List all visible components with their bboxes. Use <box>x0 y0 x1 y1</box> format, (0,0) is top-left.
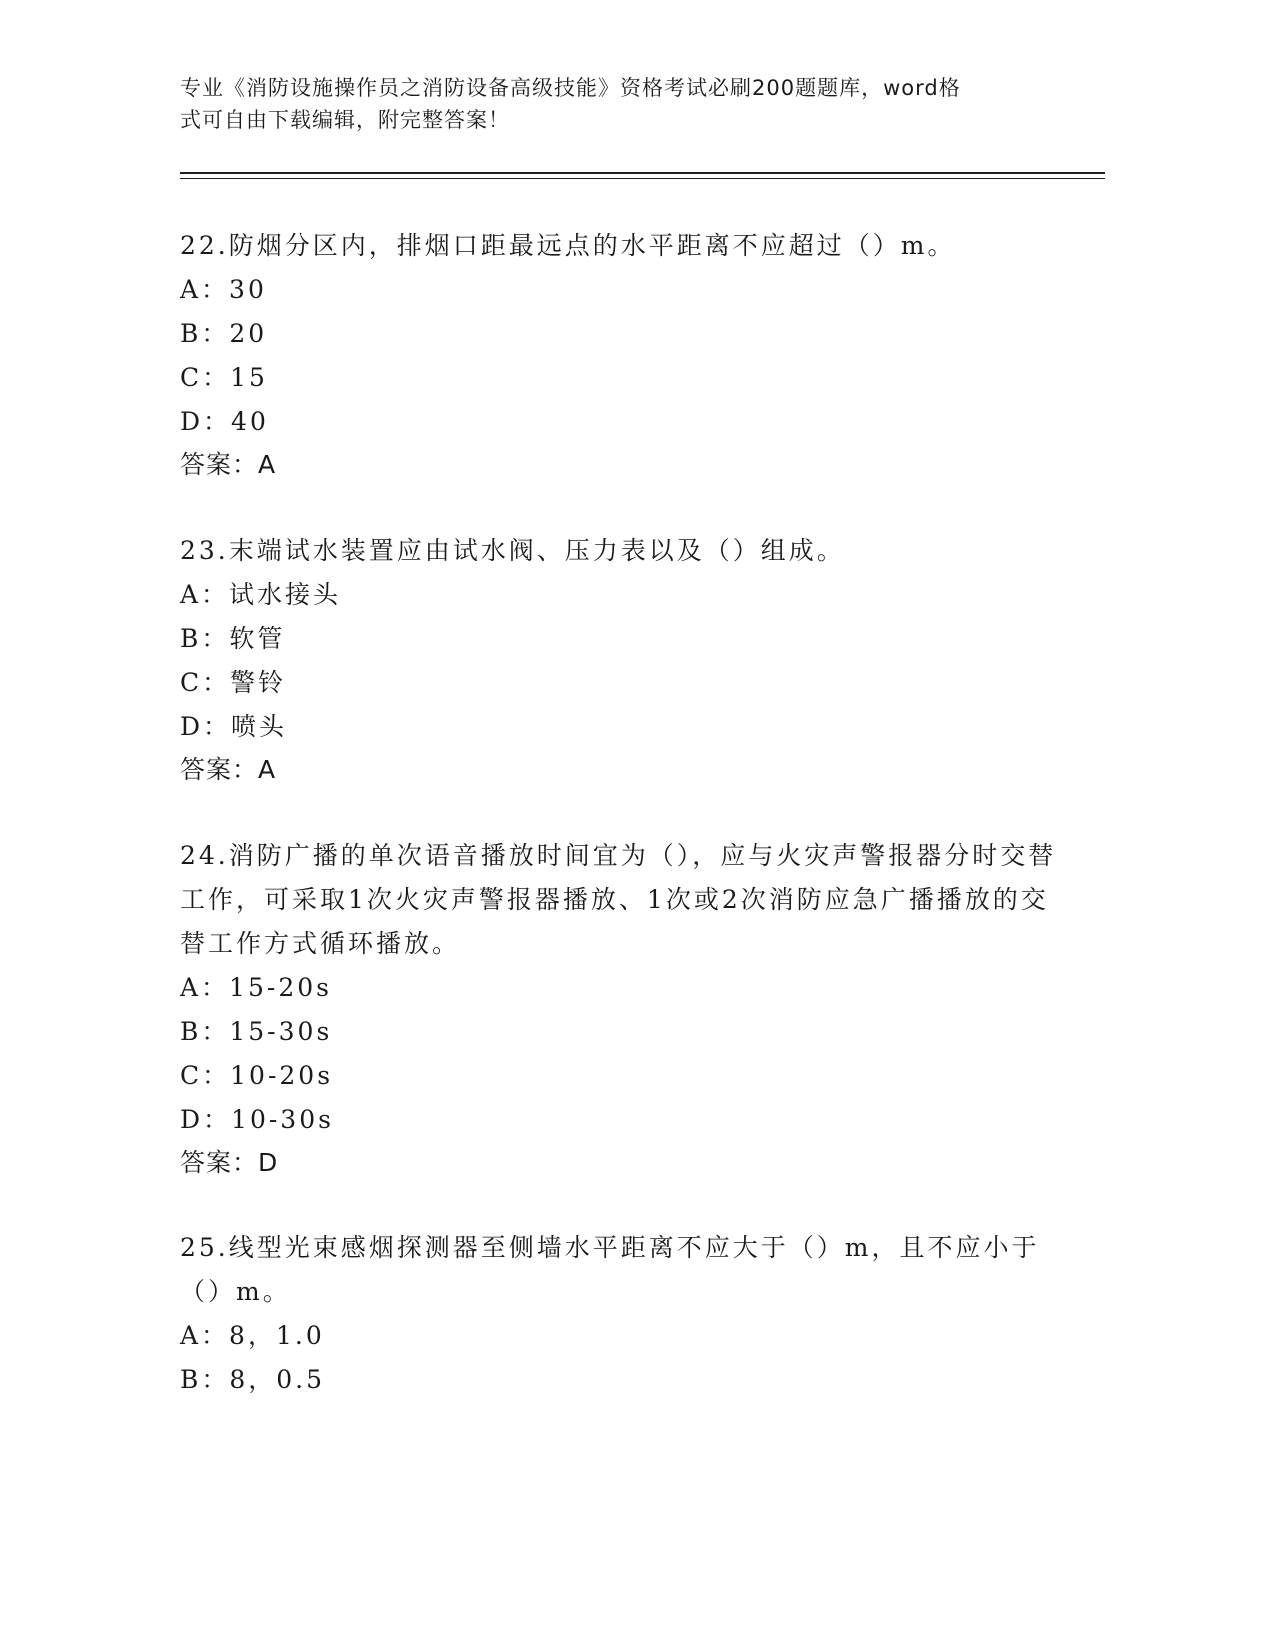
answer-label: 答案：A <box>180 450 277 479</box>
option-d: D：喷头 <box>180 712 288 741</box>
question-stem: 25.线型光束感烟探测器至侧墙水平距离不应大于（）m，且不应小于（）m。 <box>180 1233 1040 1306</box>
option-c: C：15 <box>180 363 268 392</box>
question-23 <box>180 529 1060 791</box>
option-b: B：20 <box>180 319 268 348</box>
question-stem: 24.消防广播的单次语音播放时间宜为（），应与火灾声警报器分时交替工作，可采取1次火灾声警报器播放、1次或2次消防应急广播播放的交替工作方式循环播放。 <box>180 841 1057 958</box>
option-a: A：15-20s <box>180 973 332 1002</box>
option-a: A：30 <box>180 275 267 304</box>
header-line-1: 专业《消防设施操作员之消防设备高级技能》资格考试必刷200题题库，word格 <box>180 76 961 100</box>
option-c: C：警铃 <box>180 668 287 697</box>
question-stem: 22.防烟分区内，排烟口距最远点的水平距离不应超过（）m。 <box>180 231 956 260</box>
answer-label: 答案：A <box>180 755 277 784</box>
answer-label: 答案：D <box>180 1148 279 1177</box>
option-d: D：40 <box>180 407 269 436</box>
option-b: B：8，0.5 <box>180 1365 326 1394</box>
question-stem: 23.末端试水装置应由试水阀、压力表以及（）组成。 <box>180 536 845 565</box>
option-b: B：软管 <box>180 624 286 653</box>
question-24 <box>180 834 1060 1184</box>
option-d: D：10-30s <box>180 1105 334 1134</box>
document-header <box>180 72 1060 136</box>
header-divider-thick <box>180 172 1105 174</box>
question-22 <box>180 224 1060 486</box>
header-line-2: 式可自由下载编辑，附完整答案！ <box>180 108 510 132</box>
header-divider-thin <box>180 178 1105 179</box>
option-a: A：试水接头 <box>180 580 342 609</box>
option-c: C：10-20s <box>180 1061 334 1090</box>
question-25 <box>180 1226 1060 1402</box>
option-a: A：8，1.0 <box>180 1321 325 1350</box>
option-b: B：15-30s <box>180 1017 333 1046</box>
